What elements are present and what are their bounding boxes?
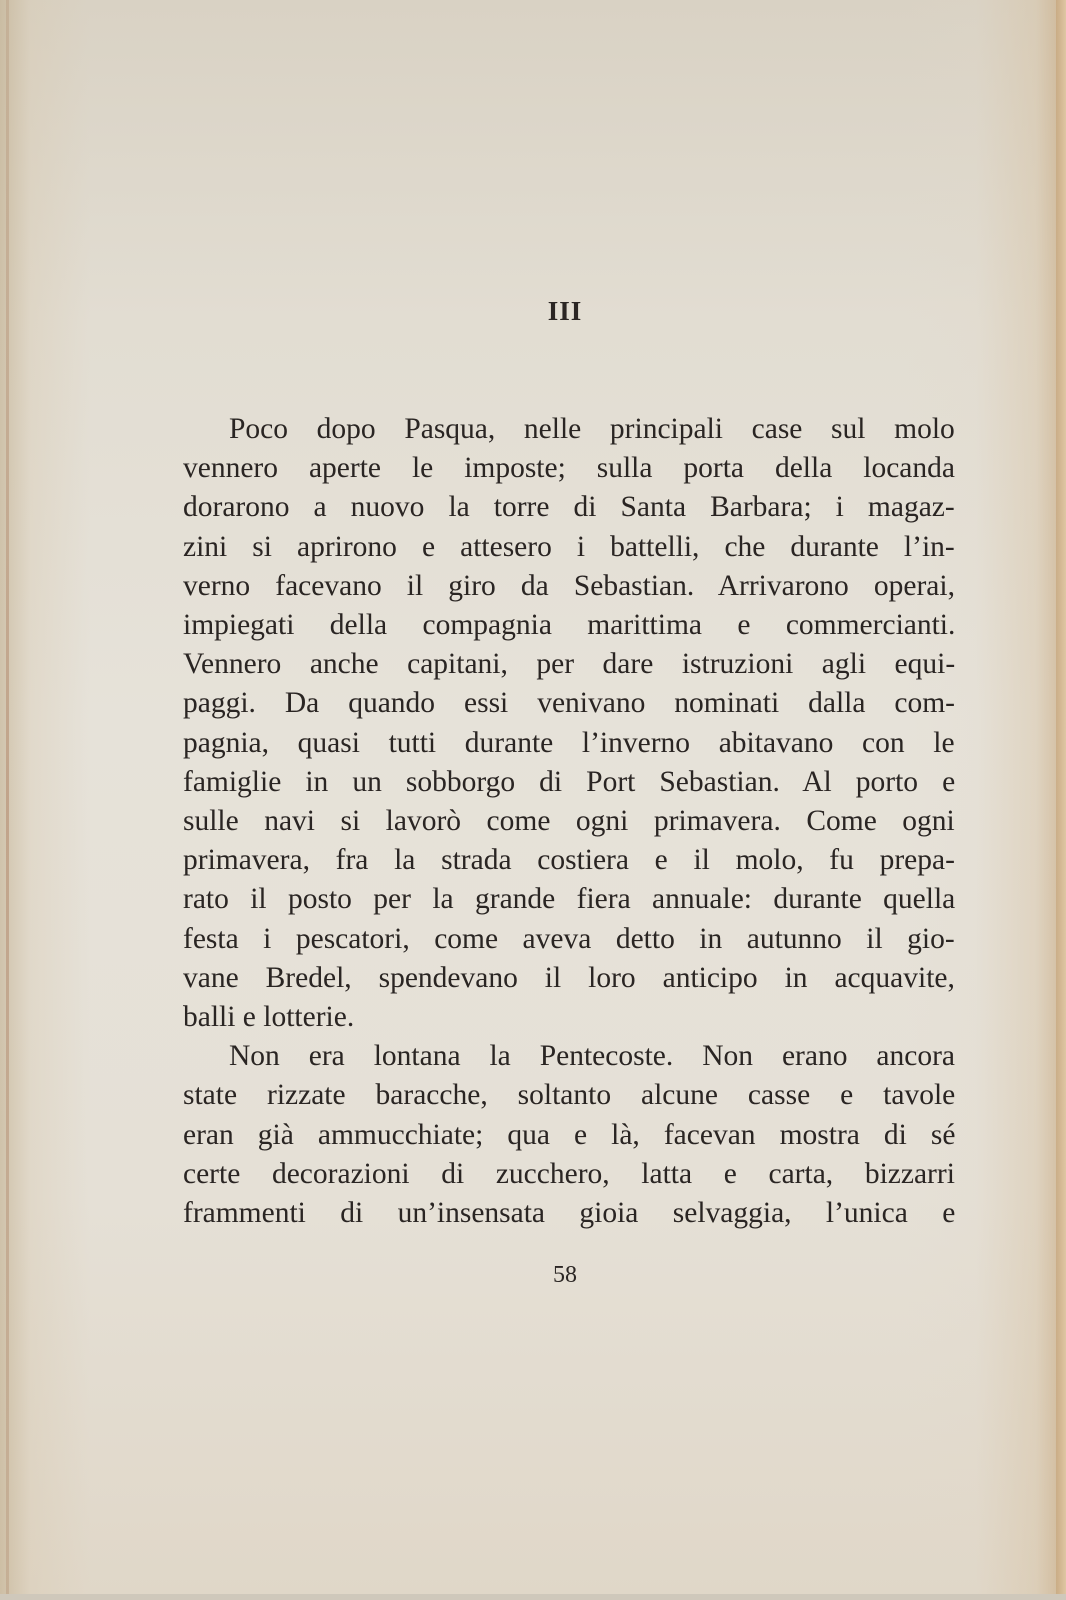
text-line: rato il posto per la grande fiera annuale: durante quella xyxy=(183,883,956,916)
text-line: zini si aprirono e attesero i battelli, che durante l’in- xyxy=(183,530,955,563)
page-bottom-edge xyxy=(0,1594,1066,1600)
text-line: Poco dopo Pasqua, nelle principali case sul molo xyxy=(229,413,955,445)
text-line: verno facevano il giro da Sebastian. Arrivarono operai, xyxy=(183,569,955,602)
text-line: paggi. Da quando essi venivano nominati dalla com- xyxy=(183,687,955,720)
page-left-edge xyxy=(6,0,9,1600)
text-line: pagnia, quasi tutti durante l’inverno abitavano con le xyxy=(183,726,955,759)
text-line: certe decorazioni di zucchero, latta e carta, bizzarri xyxy=(183,1157,955,1190)
text-line: famiglie in un sobborgo di Port Sebastian. Al porto e xyxy=(183,765,956,798)
text-line: Vennero anche capitani, per dare istruzioni agli equi- xyxy=(183,648,956,681)
text-line: frammenti di un’insensata gioia selvaggia, l’unica e xyxy=(183,1197,956,1230)
text-line: impiegati della compagnia marittima e commercianti. xyxy=(183,609,956,642)
paragraph-2 xyxy=(183,1037,955,1233)
text-line: primavera, fra la strada costiera e il molo, fu prepa- xyxy=(183,844,955,877)
text-line: state rizzate baracche, soltanto alcune casse e tavole xyxy=(183,1079,956,1112)
paragraph-1 xyxy=(183,410,955,1037)
text-line: dorarono a nuovo la torre di Santa Barbara; i magaz- xyxy=(183,491,955,524)
text-line: sulle navi si lavorò come ogni primavera. Come ogni xyxy=(183,805,955,838)
text-line: vane Bredel, spendevano il loro anticipo in acquavite, xyxy=(183,961,955,994)
text-line: festa i pescatori, come aveva detto in autunno il gio- xyxy=(183,922,955,955)
body-text xyxy=(183,410,955,1233)
text-line: vennero aperte le imposte; sulla porta della locanda xyxy=(183,452,955,485)
text-line: Non era lontana la Pentecoste. Non erano ancora xyxy=(229,1040,956,1073)
text-line: eran già ammucchiate; qua e là, facevan mostra di sé xyxy=(183,1118,956,1151)
page-number: 58 xyxy=(553,1262,577,1288)
page-right-edge xyxy=(1056,0,1066,1600)
text-line: balli e lotterie. xyxy=(183,1001,355,1034)
chapter-heading: III xyxy=(547,296,583,326)
